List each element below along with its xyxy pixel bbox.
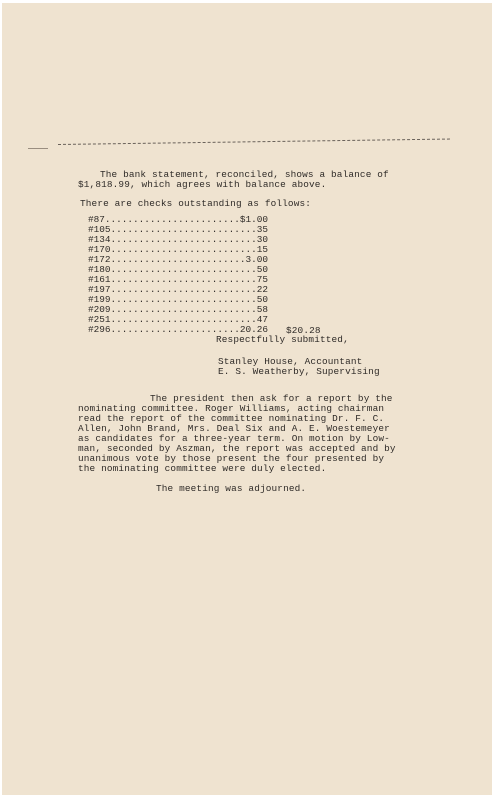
- report-line: The president then ask for a report by the: [150, 393, 393, 404]
- signer-accountant: Stanley House, Accountant: [218, 356, 363, 367]
- respectfully-submitted: Respectfully submitted,: [216, 334, 349, 345]
- checks-intro: There are checks outstanding as follows:: [80, 198, 312, 209]
- report-line: unanimous vote by those present the four presented by: [78, 453, 385, 464]
- check-row: #251..........................47: [88, 314, 269, 325]
- check-row: #199..........................50: [88, 294, 269, 305]
- check-row: #134..........................30: [88, 234, 269, 245]
- report-line: man, seconded by Aszman, the report was accepted and by: [78, 443, 396, 454]
- check-row: #105..........................35: [88, 224, 269, 235]
- check-row: #209..........................58: [88, 304, 269, 315]
- bank-statement-line-2: $1,818.99, which agrees with balance above.: [78, 179, 327, 190]
- report-line: read the report of the committee nominating Dr. F. C.: [78, 413, 385, 424]
- check-row: #172........................3.00: [88, 254, 269, 265]
- check-row: #170..........................15: [88, 244, 269, 255]
- check-row: #161..........................75: [88, 274, 269, 285]
- report-line: nominating committee. Roger Williams, acting chairman: [78, 403, 385, 414]
- check-row: #87........................$1.00: [88, 214, 269, 225]
- report-line: the nominating committee were duly elected.: [78, 463, 327, 474]
- report-line: Allen, John Brand, Mrs. Deal Six and A. E. Woestemeyer: [78, 423, 390, 434]
- margin-mark: [28, 148, 48, 149]
- report-line: as candidates for a three-year term. On motion by Low-: [78, 433, 390, 444]
- bank-statement-line-1: The bank statement, reconciled, shows a balance of: [100, 169, 389, 180]
- check-row: #197..........................22: [88, 284, 269, 295]
- check-row: #296.......................20.26: [88, 324, 269, 335]
- check-row: #180..........................50: [88, 264, 269, 275]
- meeting-adjourned: The meeting was adjourned.: [156, 483, 307, 494]
- signer-supervisor: E. S. Weatherby, Supervising: [218, 366, 380, 377]
- checks-total: $20.28: [286, 325, 321, 336]
